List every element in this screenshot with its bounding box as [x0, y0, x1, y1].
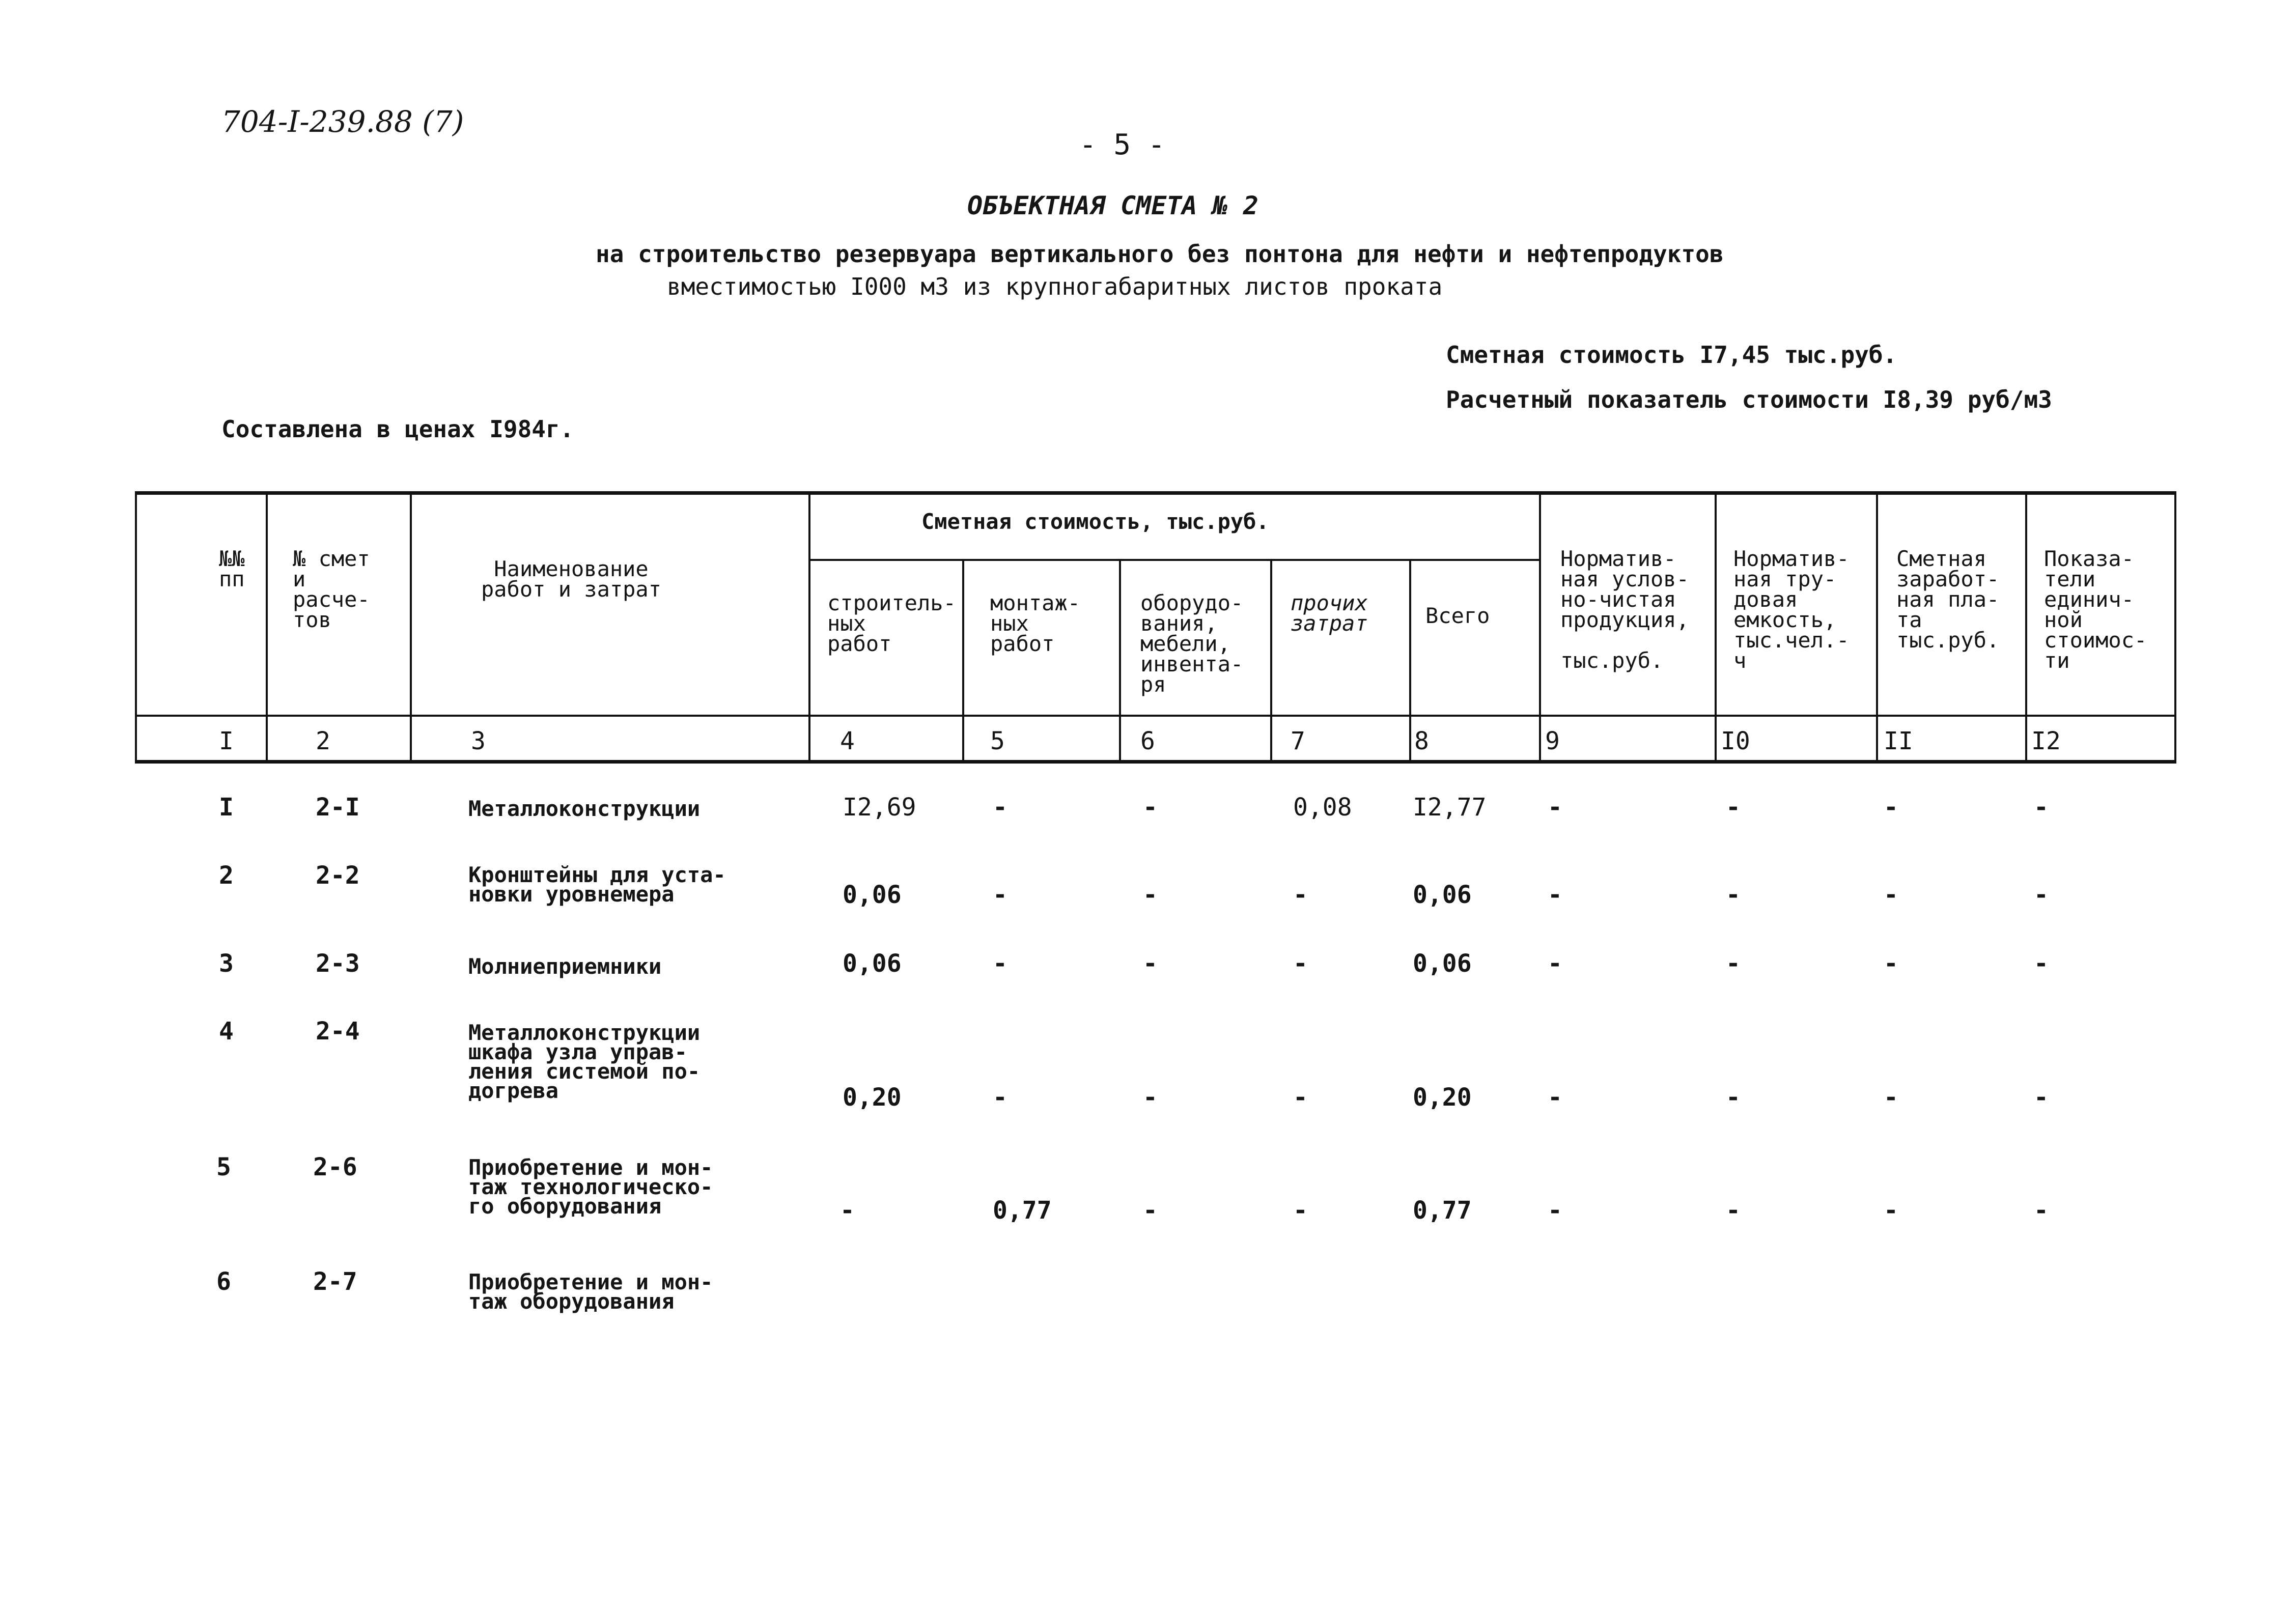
document-code: 704-I-239.88 (7)	[221, 104, 464, 139]
col-divider	[1876, 491, 1878, 764]
row-name: Молниеприемники	[468, 954, 662, 979]
col-number: I0	[1721, 727, 1750, 755]
row-number: 3	[219, 949, 234, 978]
header-wages: Сметная заработ- ная пла- та тыс.руб.	[1896, 546, 2000, 653]
row-other: -	[1293, 1083, 1308, 1112]
row-name: Металлоконструкции шкафа узла управ- ления системой по- догрева	[468, 1020, 701, 1103]
col-divider	[2025, 491, 2027, 764]
row-c9: -	[1548, 793, 1562, 822]
header-construction: строитель- ных работ	[827, 590, 956, 656]
col-number: I2	[2031, 727, 2061, 755]
header-installation: монтаж- ных работ	[990, 590, 1081, 656]
row-c12: -	[2034, 949, 2049, 978]
row-name: Приобретение и мон- таж оборудования	[468, 1270, 713, 1314]
page-number: - 5 -	[1079, 128, 1165, 161]
estimate-cost: Сметная стоимость I7,45 тыс.руб.	[1446, 341, 1897, 369]
row-c11: -	[1884, 949, 1898, 978]
col-divider	[410, 491, 412, 764]
row-name: Кронштейны для уста- новки уровнемера	[468, 862, 726, 907]
row-total: 0,06	[1413, 949, 1472, 978]
header-group-cost: Сметная стоимость, тыс.руб.	[921, 509, 1269, 534]
row-name: Металлоконструкции	[468, 796, 701, 821]
row-other: -	[1293, 881, 1308, 909]
row-installation: -	[993, 1083, 1007, 1112]
header-estimate-no: № смет и расче- тов	[293, 546, 370, 632]
row-total: 0,20	[1413, 1083, 1472, 1112]
composed-in-prices: Составлена в ценах I984г.	[221, 415, 574, 443]
row-c11: -	[1884, 1083, 1898, 1112]
col-divider	[1409, 560, 1411, 764]
header-labor: Норматив- ная тру- довая емкость, тыс.чел.- ч	[1733, 546, 1850, 673]
row-c10: -	[1726, 949, 1741, 978]
col-number: 7	[1291, 727, 1305, 755]
row-c10: -	[1726, 881, 1741, 909]
row-number: 2	[219, 861, 234, 890]
row-installation: 0,77	[993, 1196, 1052, 1225]
row-c10: -	[1726, 793, 1741, 822]
row-estimate-no: 2-4	[316, 1017, 360, 1046]
header-unit-cost: Показа- тели единич- ной стоимос- ти	[2044, 546, 2147, 673]
col-number: II	[1884, 727, 1913, 755]
row-c9: -	[1548, 881, 1562, 909]
group-divider	[808, 559, 1540, 561]
header-name: Наименование работ и затрат	[481, 556, 662, 602]
row-c9: -	[1548, 1196, 1562, 1225]
col-number: 6	[1140, 727, 1155, 755]
row-construction: 0,20	[843, 1083, 902, 1112]
row-equipment: -	[1143, 881, 1158, 909]
row-c12: -	[2034, 793, 2049, 822]
col-number: 4	[840, 727, 855, 755]
col-divider	[1539, 491, 1541, 764]
col-number: 5	[990, 727, 1005, 755]
row-estimate-no: 2-2	[316, 861, 360, 890]
row-construction: I2,69	[843, 793, 916, 822]
col-divider	[1715, 491, 1717, 764]
row-installation: -	[993, 881, 1007, 909]
row-equipment: -	[1143, 1083, 1158, 1112]
col-divider	[962, 560, 964, 764]
header-divider	[135, 715, 2176, 717]
row-estimate-no: 2-6	[313, 1153, 357, 1181]
row-other: 0,08	[1293, 793, 1352, 822]
row-c11: -	[1884, 1196, 1898, 1225]
row-total: 0,77	[1413, 1196, 1472, 1225]
row-total: I2,77	[1413, 793, 1487, 822]
header-equipment: оборудо- вания, мебели, инвента- ря	[1140, 590, 1244, 697]
row-c10: -	[1726, 1083, 1741, 1112]
col-divider	[1270, 560, 1272, 764]
col-divider	[808, 491, 810, 764]
col-number: I	[219, 727, 234, 755]
document-subtitle-line1: на строительство резервуара вертикального без понтона для нефти и нефтепродуктов	[596, 240, 1724, 268]
row-installation: -	[993, 793, 1007, 822]
header-normative-net: Норматив- ная услов- но-чистая продукция, тыс.руб.	[1560, 546, 1689, 673]
row-c11: -	[1884, 881, 1898, 909]
row-c11: -	[1884, 793, 1898, 822]
col-number: 9	[1545, 727, 1560, 755]
col-number: 3	[471, 727, 486, 755]
row-estimate-no: 2-I	[316, 793, 360, 822]
row-c12: -	[2034, 1196, 2049, 1225]
row-installation: -	[993, 949, 1007, 978]
row-estimate-no: 2-3	[316, 949, 360, 978]
col-divider	[266, 491, 268, 764]
row-c9: -	[1548, 1083, 1562, 1112]
row-c12: -	[2034, 1083, 2049, 1112]
row-other: -	[1293, 949, 1308, 978]
row-equipment: -	[1143, 1196, 1158, 1225]
document-subtitle-line2: вместимостью I000 м3 из крупногабаритных листов проката	[667, 273, 1443, 300]
row-number: 6	[216, 1267, 231, 1296]
row-equipment: -	[1143, 793, 1158, 822]
document-title: ОБЪЕКТНАЯ СМЕТА № 2	[967, 191, 1258, 220]
col-divider	[1119, 560, 1121, 764]
row-c9: -	[1548, 949, 1562, 978]
row-estimate-no: 2-7	[313, 1267, 357, 1296]
header-other: прочих затрат	[1291, 590, 1368, 636]
row-other: -	[1293, 1196, 1308, 1225]
col-number: 2	[316, 727, 330, 755]
row-construction: -	[840, 1196, 855, 1225]
row-number: 4	[219, 1017, 234, 1046]
row-c10: -	[1726, 1196, 1741, 1225]
row-equipment: -	[1143, 949, 1158, 978]
row-total: 0,06	[1413, 881, 1472, 909]
calc-indicator: Расчетный показатель стоимости I8,39 руб/м3	[1446, 386, 2052, 413]
header-total: Всего	[1425, 603, 1490, 628]
row-c12: -	[2034, 881, 2049, 909]
row-construction: 0,06	[843, 949, 902, 978]
header-no: №№ пп	[219, 546, 245, 591]
col-number: 8	[1414, 727, 1429, 755]
row-number: I	[219, 793, 234, 822]
row-number: 5	[216, 1153, 231, 1181]
row-name: Приобретение и мон- таж технологическо- го оборудования	[468, 1155, 713, 1219]
row-construction: 0,06	[843, 881, 902, 909]
